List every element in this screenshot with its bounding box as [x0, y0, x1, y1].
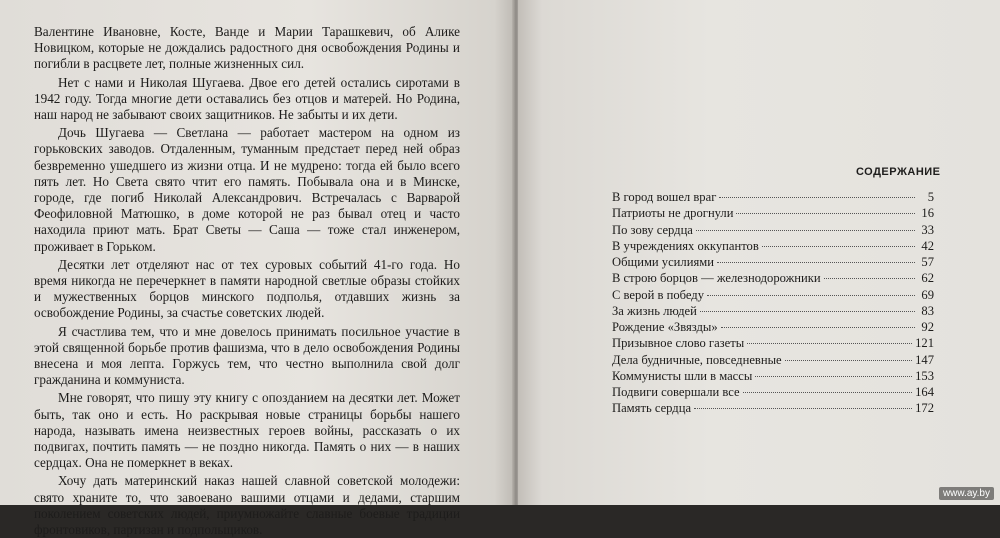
toc-entry-title: За жизнь людей	[612, 303, 697, 318]
toc-entry	[612, 270, 934, 286]
toc-entry-page: 62	[921, 271, 934, 286]
toc-entry-title: В город вошел враг	[612, 190, 717, 204]
toc-entry-page: 16	[921, 206, 934, 221]
toc-entry	[612, 238, 934, 254]
toc-entry-page: 172	[915, 401, 934, 416]
toc-entry-title: Память сердца	[612, 401, 692, 416]
paragraph-4: Десятки лет отделяют нас от тех суровых событий 41-го года. Но время никогда не перечеркнет в памяти народной светлые образы стойких и мужественных борцов минского подполья, отдавших жизнь за освобождение Родины, за счастье советских людей.	[34, 256, 460, 321]
toc-entry-title: Коммунисты шли в массы	[612, 368, 753, 383]
toc-entry	[612, 205, 934, 221]
paragraph-5: Я счастлива тем, что и мне довелось принимать посильное участие в этой священной борьбе против фашизма, что в дело освобождения Родины внесена и моя лепта. Горжусь тем, что честно выполнила свой долг гражданина и коммуниста.	[34, 323, 460, 388]
toc-entry	[612, 303, 934, 319]
toc-entry-page: 42	[921, 238, 934, 253]
toc-leader-dots	[743, 392, 913, 393]
toc-entry	[612, 319, 934, 335]
paragraph-3: Дочь Шугаева — Светлана — работает мастером на одном из горьковских заводов. Отдаленным, туманным предстает перед ней образ безвременно ушедшего из жизни отца. И не мудрено: тогда ей было всего пять лет. Но Света свято чтит его память. Побывала она и в Минске, городе, где погиб Николай Александрович. Встречалась с Варварой Феофиловной Матюшко, в доме которой не раз бывал отец и часто находила приют мать. Брат Светы — Саша — тоже стал инженером, проживает в Горьком.	[34, 125, 460, 254]
toc-leader-dots	[717, 262, 915, 263]
toc-entry	[612, 368, 934, 384]
toc-entry-page: 153	[915, 368, 934, 383]
paragraph-1: Валентине Ивановне, Косте, Ванде и Марии Тарашкевич, об Алике Новицком, которые не дождались радостного дня освобождения Родины и погибли в расцвете лет, полные жизненных сил.	[34, 24, 460, 72]
table-of-contents	[612, 189, 934, 417]
toc-entry-page: 5	[927, 190, 934, 204]
toc-entry-title: Патриоты не дрогнули	[612, 206, 734, 221]
toc-entry-page: 69	[921, 287, 934, 302]
toc-leader-dots	[721, 327, 915, 328]
toc-entry	[612, 254, 934, 270]
toc-entry	[612, 384, 934, 400]
watermark: www.ay.by	[939, 487, 994, 500]
paragraph-7: Хочу дать материнский наказ нашей славной советской молодежи: свято храните то, что завоевано вашими отцами и дедами, старшим поколением советских людей, приумножайте славные боевые традиции фронтовиков, партизан и подпольщиков.	[34, 473, 460, 538]
toc-leader-dots	[762, 246, 915, 247]
toc-entry-title: Подвиги совершали все	[612, 385, 740, 399]
toc-entry-title: Призывное слово газеты	[612, 336, 745, 351]
toc-entry	[612, 222, 934, 238]
toc-entry-page: 57	[921, 255, 934, 269]
toc-leader-dots	[736, 213, 915, 214]
left-page-text	[34, 24, 460, 538]
toc-entry-title: Рождение «Звязды»	[612, 320, 718, 334]
toc-entry-title: В учреждениях оккупантов	[612, 238, 759, 253]
toc-entry-page: 164	[915, 385, 934, 399]
toc-entry-page: 83	[921, 303, 934, 318]
toc-entry-page: 121	[915, 336, 934, 351]
toc-entry	[612, 400, 934, 416]
toc-entry-title: Дела будничные, повседневные	[612, 352, 782, 367]
toc-leader-dots	[824, 278, 915, 279]
toc-leader-dots	[700, 311, 915, 312]
toc-entry	[612, 189, 934, 205]
toc-leader-dots	[719, 197, 915, 198]
toc-title: СОДЕРЖАНИЕ	[856, 166, 941, 178]
toc-entry-page: 92	[921, 320, 934, 334]
toc-entry-title: По зову сердца	[612, 222, 693, 237]
toc-leader-dots	[694, 408, 912, 409]
toc-entry-title: С верой в победу	[612, 287, 704, 302]
toc-leader-dots	[747, 343, 912, 344]
toc-entry-page: 33	[921, 222, 934, 237]
toc-leader-dots	[785, 360, 912, 361]
toc-entry-page: 147	[915, 352, 934, 367]
toc-leader-dots	[707, 295, 915, 296]
toc-entry	[612, 287, 934, 303]
paragraph-2: Нет с нами и Николая Шугаева. Двое его детей остались сиротами в 1942 году. Тогда многие дети оставались без отцов и матерей. Но Родина, наш народ не забывают своих защитников. Не забыты и их дети.	[34, 74, 460, 123]
toc-entry-title: В строю борцов — железнодорожники	[612, 271, 821, 286]
toc-entry	[612, 352, 934, 368]
toc-entry-title: Общими усилиями	[612, 255, 714, 269]
paragraph-6: Мне говорят, что пишу эту книгу с опозданием на десятки лет. Может быть, так оно и есть. Но раскрывая новые страницы борьбы нашего народа, называть имена неизвестных героев войны, рассказать о их подвигах, почтить память — не поздно никогда. Память о них — в наших сердцах. Она не померкнет в веках.	[34, 390, 460, 471]
toc-leader-dots	[755, 376, 912, 377]
toc-leader-dots	[696, 230, 915, 231]
toc-entry	[612, 335, 934, 351]
